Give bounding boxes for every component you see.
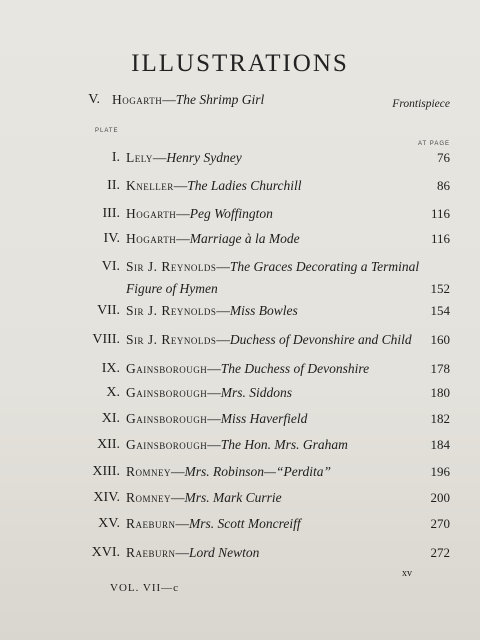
- page-reference: 196: [430, 464, 450, 479]
- work-title: Miss Haverfield: [220, 411, 308, 426]
- work-title: Mrs. Mark Currie: [184, 490, 282, 505]
- artist-name: Hogarth: [126, 206, 177, 221]
- list-item: XIV. Romney—Mrs. Mark Currie 200: [0, 490, 460, 512]
- list-item: X. Gainsborough—Mrs. Siddons 180: [0, 385, 460, 407]
- page-reference: 270: [430, 516, 450, 531]
- list-item: II. Kneller—The Ladies Churchill 86: [0, 178, 460, 200]
- work-title: The Ladies Churchill: [187, 178, 302, 193]
- plate-number: XV.: [98, 516, 120, 531]
- plate-number: VII.: [97, 303, 120, 318]
- page-reference: 184: [430, 437, 450, 452]
- plate-number: VI.: [101, 259, 120, 274]
- plate-number: VIII.: [92, 332, 120, 347]
- work-title: Mrs. Robinson—“Perdita”: [184, 464, 332, 479]
- list-item: XV. Raeburn—Mrs. Scott Moncreiff 270: [0, 516, 460, 538]
- work-title: Marriage à la Mode: [189, 231, 300, 246]
- page-reference: 272: [430, 545, 450, 560]
- plate-label: PLATE: [95, 128, 119, 134]
- list-item: VIII. Sir J. Reynolds—Duchess of Devonshire and Child 160: [0, 332, 460, 354]
- frontispiece-row: V. Hogarth—The Shrimp Girl Frontispiece: [90, 92, 460, 114]
- list-item: XII. Gainsborough—The Hon. Mrs. Graham 184: [0, 437, 460, 459]
- plate-number: V.: [88, 92, 100, 107]
- list-item: XI. Gainsborough—Miss Haverfield 182: [0, 411, 460, 433]
- plate-number: IX.: [101, 361, 120, 376]
- plate-number: XIII.: [92, 464, 120, 479]
- artist-name: Sir J. Reynolds: [126, 259, 217, 274]
- page-reference: 116: [430, 231, 450, 246]
- page-reference: 152: [430, 281, 450, 296]
- work-title: Peg Woffington: [189, 206, 273, 221]
- page-number: xv: [402, 568, 412, 579]
- page-title: ILLUSTRATIONS: [131, 50, 349, 77]
- list-item: III. Hogarth—Peg Woffington 116: [0, 206, 460, 228]
- plate-number: XII.: [97, 437, 120, 452]
- plate-number: IV.: [103, 231, 120, 246]
- list-item: VII. Sir J. Reynolds—Miss Bowles 154: [0, 303, 460, 325]
- work-title: Miss Bowles: [229, 303, 298, 318]
- page-reference: 200: [430, 490, 450, 505]
- page-reference: 154: [430, 303, 450, 318]
- artist-name: Gainsborough: [126, 411, 208, 426]
- page-reference: Frontispiece: [392, 98, 450, 110]
- artist-name: Hogarth: [112, 92, 163, 107]
- page-reference: 76: [437, 150, 450, 165]
- artist-name: Lely: [126, 150, 153, 165]
- artist-name: Sir J. Reynolds: [126, 332, 217, 347]
- artist-name: Kneller: [126, 178, 174, 193]
- list-item: I. Lely—Henry Sydney 76: [0, 150, 460, 172]
- list-item: VI. Sir J. Reynolds—The Graces Decorating a Terminal Figure of Hymen 152: [0, 259, 460, 281]
- list-item: IX. Gainsborough—The Duchess of Devonshire 178: [0, 361, 460, 383]
- page-reference: 116: [430, 206, 450, 221]
- work-title: Duchess of Devonshire and Child: [229, 332, 412, 347]
- at-page-label: AT PAGE: [418, 141, 451, 147]
- work-title: Henry Sydney: [166, 150, 242, 165]
- work-title: The Hon. Mrs. Graham: [220, 437, 348, 452]
- plate-number: I.: [111, 150, 120, 165]
- work-title: Mrs. Scott Moncreiff: [189, 516, 301, 531]
- work-title: The Shrimp Girl: [175, 92, 265, 107]
- plate-number: III.: [102, 206, 120, 221]
- artist-name: Raeburn: [126, 516, 176, 531]
- artist-name: Gainsborough: [126, 361, 208, 376]
- artist-name: Gainsborough: [126, 437, 208, 452]
- artist-name: Raeburn: [126, 545, 176, 560]
- work-title: The Graces Decorating a Terminal: [229, 259, 420, 274]
- plate-number: XVI.: [91, 545, 120, 560]
- page-reference: 178: [430, 361, 450, 376]
- plate-number: XIV.: [93, 490, 120, 505]
- page-reference: 182: [430, 411, 450, 426]
- plate-number: XI.: [101, 411, 120, 426]
- list-item: IV. Hogarth—Marriage à la Mode 116: [0, 231, 460, 253]
- work-title-continued: Figure of Hymen: [126, 281, 218, 296]
- work-title: Lord Newton: [189, 545, 260, 560]
- plate-number: II.: [107, 178, 120, 193]
- plate-number: X.: [106, 385, 120, 400]
- artist-name: Hogarth: [126, 231, 177, 246]
- list-item: XIII. Romney—Mrs. Robinson—“Perdita” 196: [0, 464, 460, 486]
- list-item: XVI. Raeburn—Lord Newton 272: [0, 545, 460, 567]
- page-reference: 180: [430, 385, 450, 400]
- work-title: The Duchess of Devonshire: [220, 361, 370, 376]
- artist-name: Gainsborough: [126, 385, 208, 400]
- artist-name: Romney: [126, 490, 172, 505]
- artist-name: Romney: [126, 464, 172, 479]
- work-title: Mrs. Siddons: [220, 385, 293, 400]
- page-reference: 86: [437, 178, 450, 193]
- signature-mark: VOL. VII—c: [110, 582, 180, 594]
- artist-name: Sir J. Reynolds: [126, 303, 217, 318]
- page-reference: 160: [430, 332, 450, 347]
